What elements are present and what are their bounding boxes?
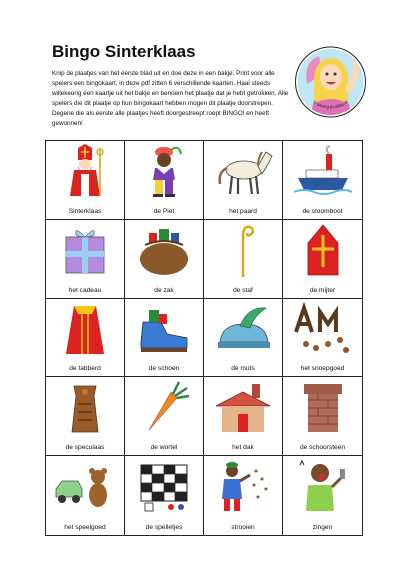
- singing-icon: [290, 459, 356, 513]
- bingo-card[interactable]: [283, 141, 362, 220]
- bingo-card[interactable]: [204, 456, 283, 535]
- chimney-icon: [290, 380, 356, 434]
- card-label: de mijter: [309, 286, 336, 294]
- bingo-card[interactable]: [283, 299, 362, 378]
- page-title: Bingo Sinterklaas: [52, 42, 196, 61]
- bingo-card-grid: [45, 140, 363, 536]
- speculaas-icon: [52, 380, 118, 434]
- bingo-card[interactable]: [125, 456, 204, 535]
- card-label: zingen: [312, 524, 333, 531]
- card-label: de stoomboot: [302, 207, 343, 215]
- bingo-card[interactable]: [125, 377, 204, 456]
- bingo-card[interactable]: [204, 141, 283, 220]
- card-label: het speelgoed: [64, 524, 106, 531]
- bingo-card[interactable]: [283, 456, 362, 535]
- card-label: het paard: [229, 207, 257, 215]
- card-label: het snoepgoed: [300, 365, 345, 373]
- card-label: de speculaas: [65, 444, 105, 452]
- candy-icon: [290, 302, 356, 356]
- horse-icon: [210, 144, 276, 198]
- card-label: de muts: [231, 365, 255, 373]
- card-label: de staf: [233, 286, 253, 294]
- sack-icon: [131, 223, 197, 277]
- bingo-card[interactable]: [204, 377, 283, 456]
- gift-icon: [52, 223, 118, 277]
- roof-icon: [210, 380, 276, 434]
- bingo-card[interactable]: [125, 141, 204, 220]
- card-label: de zak: [154, 286, 174, 294]
- bingo-card[interactable]: [283, 220, 362, 299]
- board-game-icon: [131, 459, 197, 513]
- card-label: de spelletjes: [145, 524, 183, 531]
- card-label: de Piet: [153, 207, 175, 215]
- bingo-card[interactable]: [46, 220, 125, 299]
- piet-icon: [131, 144, 197, 198]
- card-label: Sinterklaas: [68, 207, 102, 215]
- logo: [293, 44, 368, 126]
- mitre-icon: [290, 223, 356, 277]
- bingo-card[interactable]: [125, 299, 204, 378]
- bingo-card[interactable]: [46, 299, 125, 378]
- bingo-card[interactable]: [204, 220, 283, 299]
- toys-icon: [52, 459, 118, 513]
- card-label: de wortel: [150, 444, 178, 452]
- sinterklaas-icon: [52, 144, 118, 198]
- bingo-card[interactable]: [46, 141, 125, 220]
- instructions-text: Knip de plaatjes van het eerste blad uit en doe deze in een bakje. Print voor alle spelers een bingokaart, in deze pdf zitten 6 verschillende kaarten. Haal steeds willekeurig een kaartje uit het bakje en benoem het plaatje dat je hebt getrokken. Alle spelers die dit plaatje op hun bingokaart hebben mogen dit plaatje doorstrepen. Degene die als eerste alle plaatjes heeft doorgestreept roept BINGO! en heeft gewonnen!: [52, 70, 289, 127]
- logo-badge-icon: [293, 44, 368, 126]
- bingo-card[interactable]: [283, 377, 362, 456]
- card-label: de tabberd: [69, 365, 101, 373]
- hat-icon: [210, 302, 276, 356]
- shoe-icon: [131, 302, 197, 356]
- card-label: het dak: [232, 444, 254, 452]
- bingo-card[interactable]: [46, 456, 125, 535]
- card-label: strooien: [231, 524, 255, 531]
- card-label: de schoorsteen: [299, 444, 346, 452]
- staff-icon: [210, 223, 276, 277]
- bingo-card[interactable]: [125, 220, 204, 299]
- logo-text: © www.juf-milou.nl: [312, 99, 349, 110]
- carrot-icon: [131, 380, 197, 434]
- steamboat-icon: [290, 144, 356, 198]
- bingo-card[interactable]: [46, 377, 125, 456]
- cape-icon: [52, 302, 118, 356]
- bingo-card[interactable]: [204, 299, 283, 378]
- strewing-icon: [210, 459, 276, 513]
- card-label: het cadeau: [68, 286, 102, 294]
- card-label: de schoen: [148, 365, 180, 373]
